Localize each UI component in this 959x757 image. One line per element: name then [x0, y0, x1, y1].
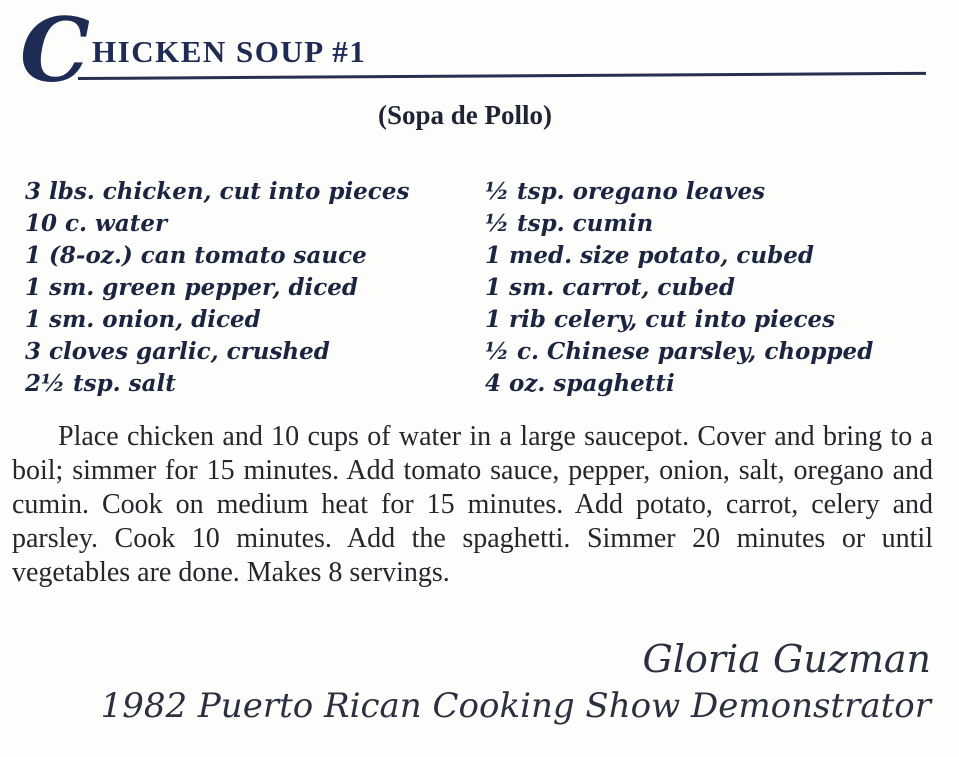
instructions-paragraph: Place chicken and 10 cups of water in a large saucepot. Cover and bring to a boil; simmer for 15 minutes. Add tomato sauce, pepper, onion, salt, oregano and cumin. Cook on medium heat for 15 minutes. Add potato, carrot, celery and parsley. Cook 10 minutes. Add the spaghetti. Simmer 20 minutes or until vegetables are done. Makes 8 servings.: [12, 421, 933, 588]
attribution-role: 1982 Puerto Rican Cooking Show Demonstrator: [100, 686, 931, 726]
ingredient-item: 1 sm. carrot, cubed: [485, 274, 735, 301]
attribution-block: [0, 636, 931, 728]
ingredients-section: [25, 176, 944, 400]
ingredient-item: ½ c. Chinese parsley, chopped: [485, 338, 874, 365]
ingredients-left-column: [25, 176, 485, 400]
decorative-initial-letter: C: [20, 0, 91, 102]
attribution-name: Gloria Guzman: [642, 637, 931, 681]
ingredient-item: ½ tsp. oregano leaves: [485, 178, 766, 205]
ingredient-item: 1 sm. onion, diced: [25, 306, 261, 333]
ingredient-item: 10 c. water: [25, 210, 168, 237]
ingredient-item: 1 rib celery, cut into pieces: [485, 306, 836, 333]
ingredient-item: 1 (8-oz.) can tomato sauce: [25, 242, 367, 269]
recipe-title: [20, 0, 367, 102]
ingredient-item: 4 oz. spaghetti: [485, 370, 675, 397]
recipe-title-text: HICKEN SOUP #1: [92, 34, 367, 69]
recipe-subtitle: (Sopa de Pollo): [377, 100, 552, 130]
ingredient-item: 2½ tsp. salt: [25, 370, 176, 397]
ingredient-item: 1 sm. green pepper, diced: [25, 274, 359, 301]
ingredient-item: 3 lbs. chicken, cut into pieces: [25, 178, 410, 205]
ingredient-item: 1 med. size potato, cubed: [485, 242, 814, 269]
ingredient-item: ½ tsp. cumin: [485, 210, 654, 237]
ingredients-right-column: [485, 176, 944, 400]
ingredient-item: 3 cloves garlic, crushed: [25, 338, 330, 365]
